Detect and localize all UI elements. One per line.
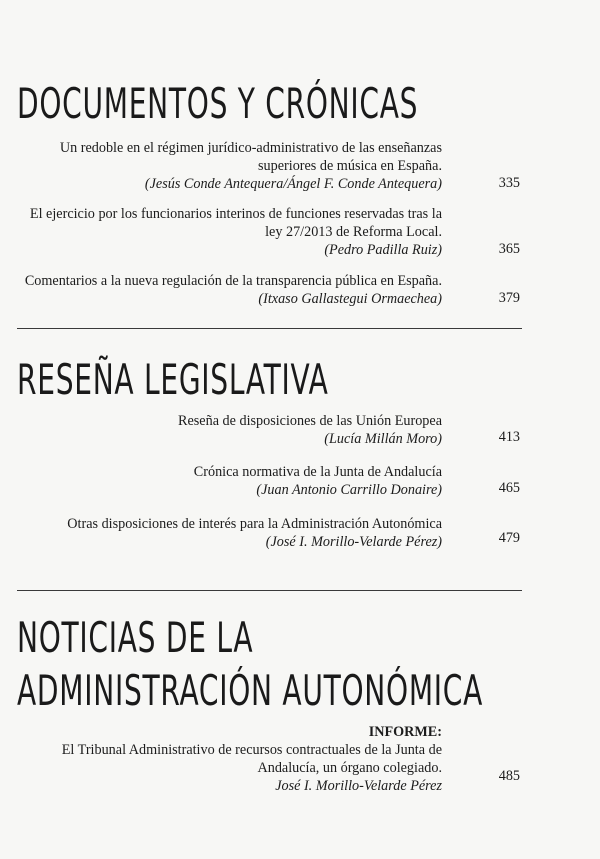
section-title-noticias-line2: ADMINISTRACIÓN AUTONÓMICA (17, 667, 484, 716)
entry-title-line: superiores de música en España. (258, 158, 442, 174)
toc-entry (10, 412, 442, 448)
entry-page-number: 485 (498, 768, 520, 784)
toc-entry (10, 515, 442, 551)
entry-author: José I. Morillo-Velarde Pérez (275, 778, 442, 794)
entry-page-number: 365 (498, 241, 520, 257)
entry-title-line: Reseña de disposiciones de las Unión Europea (178, 413, 442, 429)
section-divider (17, 328, 522, 329)
toc-entry (10, 139, 442, 193)
section-title-resena: RESEÑA LEGISLATIVA (17, 356, 329, 405)
toc-entry (10, 205, 442, 259)
entry-page-number: 335 (498, 175, 520, 191)
toc-entry (10, 723, 442, 795)
entry-author: (Lucía Millán Moro) (324, 431, 442, 447)
entry-author: (Pedro Padilla Ruiz) (324, 242, 442, 258)
entry-title-line: Comentarios a la nueva regulación de la transparencia pública en España. (24, 273, 442, 289)
entry-author: (José I. Morillo-Velarde Pérez) (265, 534, 442, 550)
section-title-noticias-line1: NOTICIAS DE LA (17, 614, 254, 663)
entry-title-line: El Tribunal Administrativo de recursos contractuales de la Junta de (61, 742, 442, 758)
entry-page-number: 379 (498, 290, 520, 306)
entry-title-line: Crónica normativa de la Junta de Andalucía (193, 464, 442, 480)
entry-title-line: ley 27/2013 de Reforma Local. (265, 224, 442, 240)
section-title-documentos: DOCUMENTOS Y CRÓNICAS (17, 80, 419, 129)
entry-page-number: 413 (498, 429, 520, 445)
entry-title-line: Andalucía, un órgano colegiado. (257, 760, 442, 776)
entry-title-line: El ejercicio por los funcionarios interinos de funciones reservadas tras la (29, 206, 442, 222)
entry-page-number: 479 (498, 530, 520, 546)
entry-label: INFORME: (368, 724, 442, 740)
section-divider (17, 590, 522, 591)
entry-author: (Itxaso Gallastegui Ormaechea) (258, 291, 442, 307)
entry-author: (Juan Antonio Carrillo Donaire) (256, 482, 442, 498)
entry-title-line: Otras disposiciones de interés para la Administración Autonómica (67, 516, 442, 532)
entry-page-number: 465 (498, 480, 520, 496)
entry-title-line: Un redoble en el régimen jurídico-administrativo de las enseñanzas (59, 140, 442, 156)
toc-entry (10, 272, 442, 308)
toc-entry (10, 463, 442, 499)
entry-author: (Jesús Conde Antequera/Ángel F. Conde Antequera) (144, 176, 442, 192)
